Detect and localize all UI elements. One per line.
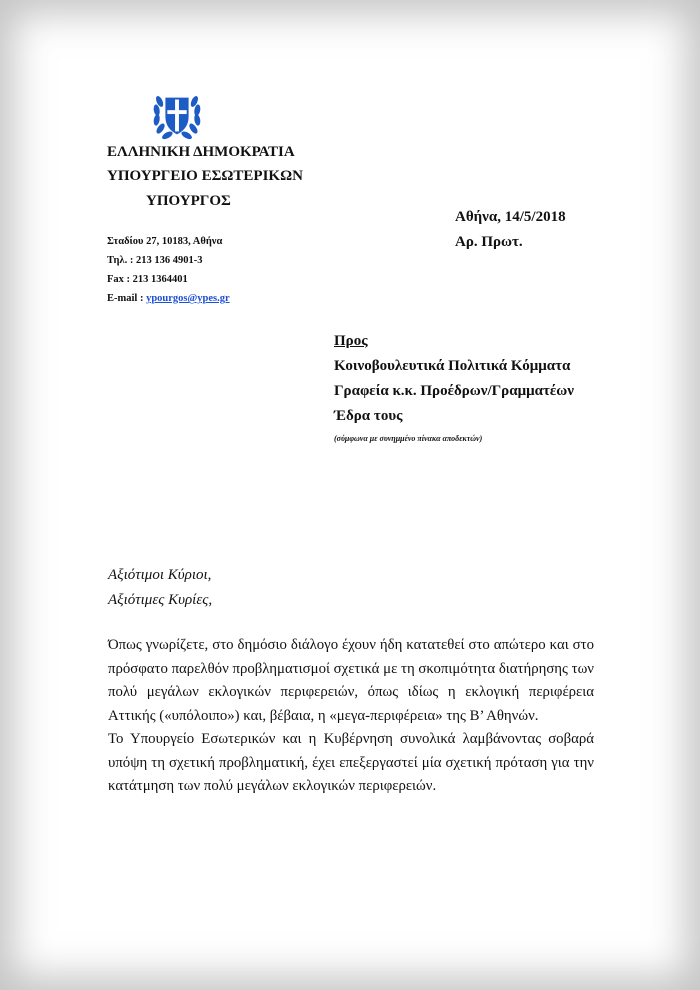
greek-coat-of-arms-icon — [148, 86, 206, 144]
contact-fax: Fax : 213 1364401 — [107, 274, 188, 285]
contact-address: Σταδίου 27, 10183, Αθήνα — [107, 236, 223, 247]
body-paragraph-2: Το Υπουργείο Εσωτερικών και η Κυβέρνηση συνολικά λαμβάνοντας σοβαρά υπόψη τη σχετική προβληματική, έχει επεξεργαστεί μία σχετική πρόταση για την κατάτμηση των πολύ μεγάλων εκλογικών περιφερειών. — [108, 731, 594, 794]
recipient-to: Προς — [334, 333, 368, 349]
header-line-republic: ΕΛΛΗΝΙΚΗ ΔΗΜΟΚΡΑΤΙΑ — [107, 144, 295, 160]
salutation-sirs: Αξιότιμοι Κύριοι, — [108, 567, 212, 583]
contact-phone: Τηλ. : 213 136 4901-3 — [107, 255, 203, 266]
recipient-note: (σύμφωνα με συνημμένο πίνακα αποδεκτών) — [334, 434, 483, 443]
header-line-minister: ΥΠΟΥΡΓΟΣ — [146, 193, 231, 209]
recipient-line-parties: Κοινοβουλευτικά Πολιτικά Κόμματα — [334, 358, 571, 374]
body-paragraph-1: Όπως γνωρίζετε, στο δημόσιο διάλογο έχουν ήδη κατατεθεί στο απώτερο και στο πρόσφατο παρελθόν προβληματισμοί σχετικά με τη σκοπιμότητα διατήρησης των πολύ μεγάλων εκλογικών περιφερειών, όπως ιδίως η εκλογική περιφέρεια Αττικής («υπόλοιπο») και, βέβαια, η «μεγα-περιφέρεια» της Β’ Αθηνών. — [108, 637, 594, 724]
contact-email-link[interactable]: ypourgos@ypes.gr — [146, 293, 230, 304]
salutation-madams: Αξιότιμες Κυρίες, — [108, 592, 213, 608]
letter-body — [108, 634, 594, 799]
header-line-ministry: ΥΠΟΥΡΓΕΙΟ ΕΣΩΤΕΡΙΚΩΝ — [107, 168, 303, 184]
letter-date: Αθήνα, 14/5/2018 — [455, 209, 566, 225]
recipient-line-offices: Γραφεία κ.κ. Προέδρων/Γραμματέων — [334, 383, 574, 399]
protocol-number: Αρ. Πρωτ. — [455, 234, 523, 250]
contact-email-label: E-mail : — [107, 293, 147, 304]
recipient-line-seat: Έδρα τους — [334, 408, 403, 424]
contact-email-row — [107, 293, 230, 304]
